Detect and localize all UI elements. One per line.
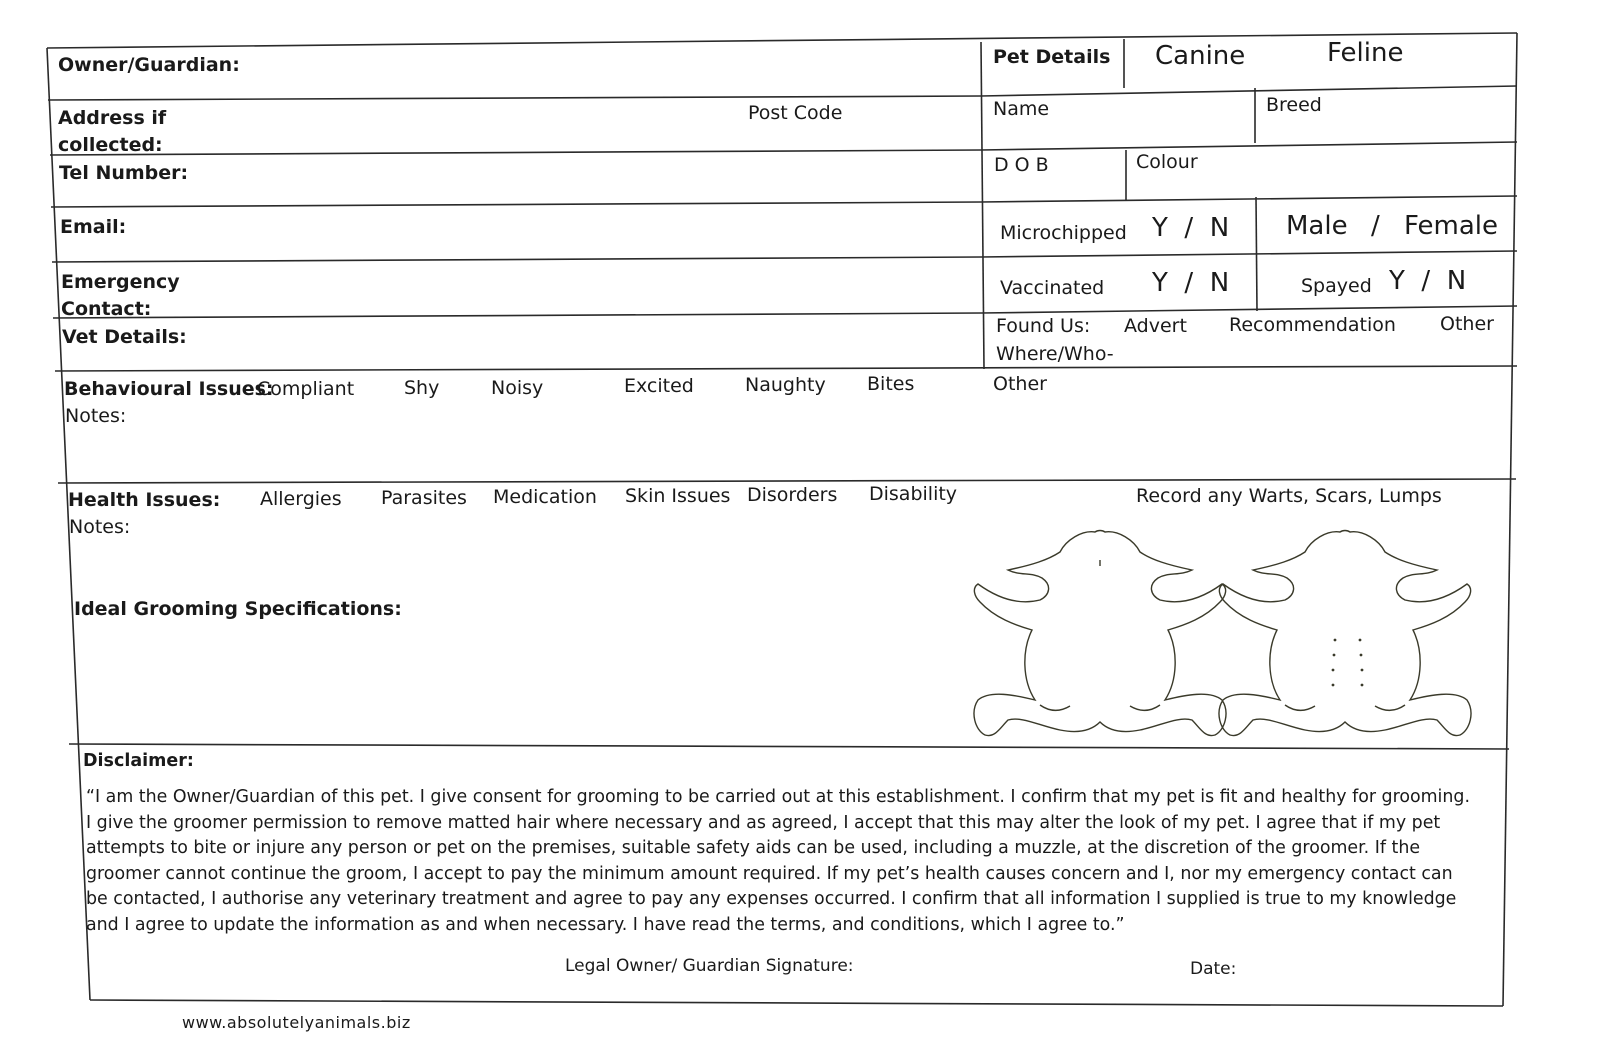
tel-number-label: Tel Number: — [59, 162, 189, 184]
behaviour-notes-label: Notes: — [65, 405, 127, 427]
address-label-line2: collected: — [58, 134, 163, 156]
date-label: Date: — [1190, 959, 1237, 979]
found-us-label: Found Us: — [996, 315, 1091, 337]
dob-label: D O B — [994, 154, 1049, 176]
health-notes-label: Notes: — [69, 516, 131, 538]
spayed-yes-no[interactable]: Y / N — [1389, 266, 1467, 296]
disclaimer-line: and I agree to update the information as and when necessary. I have read the terms, and conditions, which I agree to.” — [86, 914, 1125, 935]
disclaimer-line: groomer cannot continue the groom, I accept to pay the minimum amount required. If my pet’s health causes concern and I, nor my emergency contact can — [86, 863, 1453, 884]
disclaimer-line: attempts to bite or injure any person or pet on the premises, suitable safety aids can be used, including a muzzle, at the discretion of the groomer. If the — [86, 838, 1421, 858]
postcode-label: Post Code — [748, 102, 843, 124]
email-label: Email: — [60, 216, 127, 238]
male-option[interactable]: Male — [1286, 211, 1348, 241]
disclaimer-text — [86, 785, 1496, 938]
pet-body-diagrams — [974, 531, 1471, 736]
breed-label: Breed — [1266, 94, 1322, 116]
ideal-grooming-label: Ideal Grooming Specifications: — [74, 598, 402, 620]
website-link[interactable]: www.absolutelyanimals.biz — [182, 1013, 411, 1032]
belly-nipple-dots — [1332, 639, 1364, 687]
health-option-skin-issues[interactable]: Skin Issues — [625, 485, 731, 507]
health-option-parasites[interactable]: Parasites — [381, 487, 467, 509]
disclaimer-line: I give the groomer permission to remove matted hair where necessary and as agreed, I accept that this may alter the look of my pet. I agree that if my pet — [86, 812, 1441, 833]
disclaimer-line: be contacted, I authorise any veterinary treatment and agree to pay any expenses occurred. I confirm that all information I supplied is true to my knowledge — [86, 889, 1457, 909]
health-option-allergies[interactable]: Allergies — [260, 488, 342, 510]
outer-border-right — [1503, 33, 1517, 1006]
pet-outline-back-view — [974, 531, 1226, 736]
health-option-disability[interactable]: Disability — [869, 483, 958, 505]
found-recommendation-option[interactable]: Recommendation — [1229, 314, 1396, 336]
sex-separator: / — [1371, 211, 1380, 241]
behaviour-option-excited[interactable]: Excited — [624, 375, 694, 397]
microchipped-label: Microchipped — [1000, 222, 1127, 244]
canine-option[interactable]: Canine — [1155, 41, 1246, 71]
microchipped-yes-no[interactable]: Y / N — [1152, 213, 1230, 243]
address-label-line1: Address if — [58, 107, 167, 129]
where-who-label: Where/Who- — [996, 343, 1114, 365]
record-warts-label: Record any Warts, Scars, Lumps — [1136, 485, 1442, 507]
health-option-disorders[interactable]: Disorders — [747, 484, 838, 506]
spayed-label: Spayed — [1301, 275, 1372, 297]
found-advert-option[interactable]: Advert — [1124, 315, 1187, 337]
emergency-contact-label-line1: Emergency — [61, 271, 180, 293]
behaviour-option-shy[interactable]: Shy — [404, 377, 440, 399]
behavioural-issues-label: Behavioural Issues: — [64, 378, 274, 400]
vaccinated-label: Vaccinated — [1000, 277, 1105, 299]
outer-border-top — [47, 33, 1517, 48]
behaviour-option-naughty[interactable]: Naughty — [745, 374, 826, 396]
disclaimer-line: “I am the Owner/Guardian of this pet. I give consent for grooming to be carried out at this establishment. I confirm that my pet is fit and healthy for grooming. — [86, 787, 1470, 807]
owner-guardian-label: Owner/Guardian: — [58, 54, 240, 76]
vet-details-label: Vet Details: — [62, 326, 187, 348]
colour-label: Colour — [1136, 151, 1198, 173]
emergency-contact-label-line2: Contact: — [61, 298, 152, 320]
found-other-option[interactable]: Other — [1440, 313, 1494, 335]
female-option[interactable]: Female — [1404, 211, 1499, 241]
health-issues-label: Health Issues: — [68, 489, 221, 511]
behaviour-option-noisy[interactable]: Noisy — [491, 377, 544, 399]
pet-details-header: Pet Details — [993, 46, 1111, 68]
feline-option[interactable]: Feline — [1327, 38, 1404, 68]
vaccinated-yes-no[interactable]: Y / N — [1152, 268, 1230, 298]
health-option-medication[interactable]: Medication — [493, 486, 597, 508]
outer-border-bottom — [90, 1000, 1503, 1006]
pet-name-label: Name — [993, 98, 1050, 120]
behaviour-option-other[interactable]: Other — [993, 373, 1047, 395]
disclaimer-label: Disclaimer: — [83, 751, 194, 771]
behaviour-option-bites[interactable]: Bites — [867, 373, 915, 395]
pet-outline-belly-view — [1219, 531, 1471, 736]
signature-label: Legal Owner/ Guardian Signature: — [565, 956, 854, 976]
behaviour-option-compliant[interactable]: Compliant — [257, 378, 355, 400]
